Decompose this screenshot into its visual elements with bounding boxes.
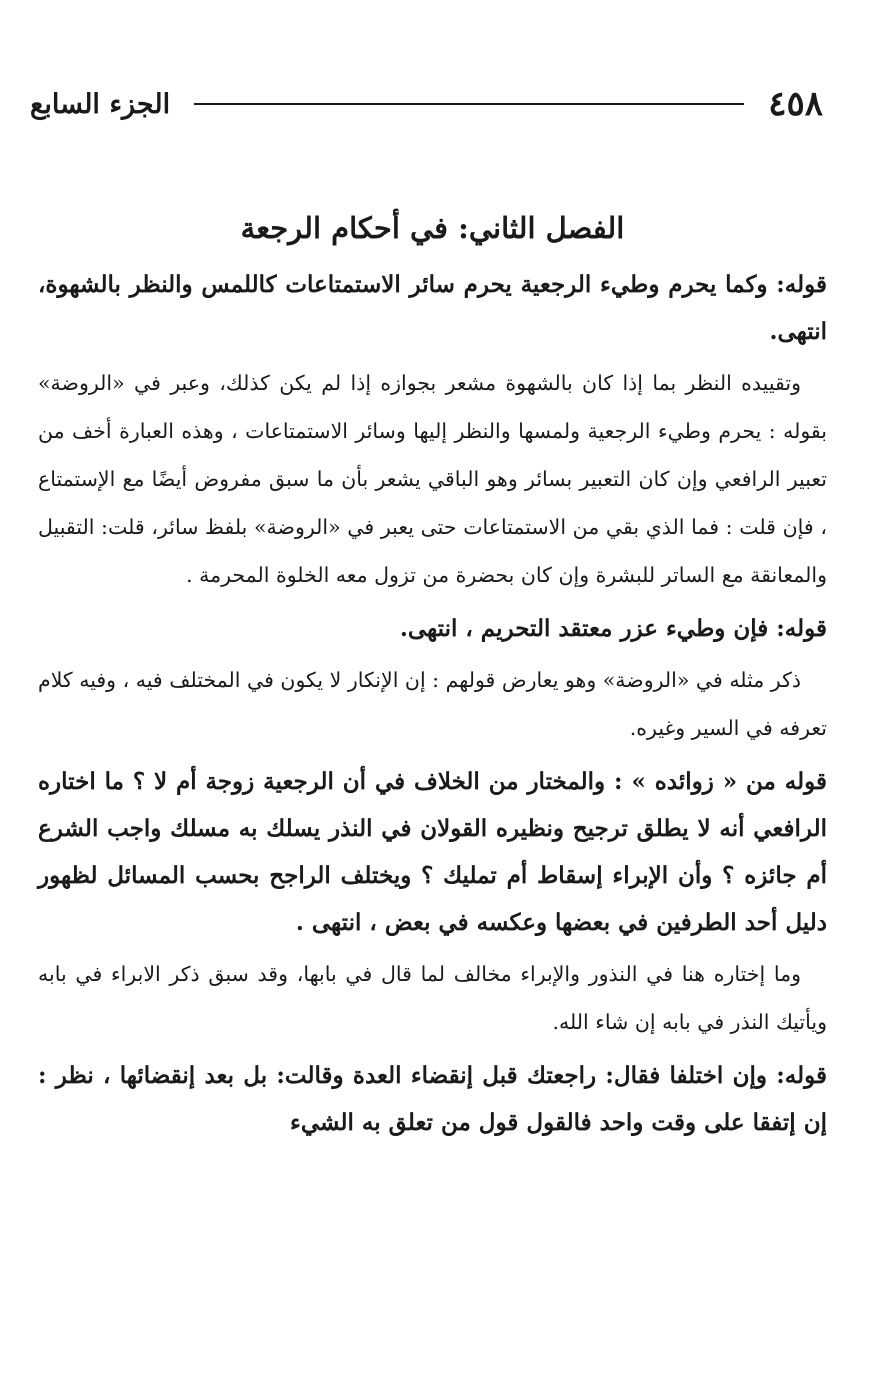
commentary-paragraph: ذكر مثله في «الروضة» وهو يعارض قولهم : إن الإنكار لا يكون في المختلف فيه ، وفيه كلام تعرفه في السير وغيره. [38,668,827,740]
running-header [30,78,823,130]
quoted-text-paragraph: قوله: فإن وطيء عزر معتقد التحريم ، انتهى. [399,615,827,642]
header-rule [194,103,744,105]
quoted-text-paragraph: قوله: وإن اختلفا فقال: راجعتك قبل إنقضاء العدة وقالت: بل بعد إنقضائها ، نظر : إن إتفقا على وقت واحد فالقول قول من تعلق به الشيء [38,1062,827,1136]
volume-title: الجزء السابع [30,88,171,120]
chapter-title: الفصل الثاني: في أحكام الرجعة [240,211,625,245]
quoted-text-paragraph: قوله من « زوائده » : والمختار من الخلاف في أن الرجعية زوجة أم لا ؟ ما اختاره الرافعي أنه لا يطلق ترجيح ونظيره القولان في النذر يسلك به مسلك واجب الشرع أم جائزه ؟ وأن الإبراء إسقاط أم تمليك ؟ ويختلف الراجح بحسب المسائل لظهور دليل أحد الطرفين في بعضها وعكسه في بعض ، انتهى . [38,768,827,936]
commentary-paragraph: وما إختاره هنا في النذور والإبراء مخالف لما قال في بابها، وقد سبق ذكر الابراء في بابه ويأتيك النذر في بابه إن شاء الله. [38,962,827,1034]
page-body [38,205,827,1150]
page-number: ٤٥٨ [768,84,823,124]
quoted-text-paragraph: قوله: وكما يحرم وطيء الرجعية يحرم سائر الاستمتاعات كاللمس والنظر بالشهوة، انتهى. [38,271,827,345]
commentary-paragraph: وتقييده النظر بما إذا كان بالشهوة مشعر بجوازه إذا لم يكن كذلك، وعبر في «الروضة» بقوله : يحرم وطيء الرجعية ولمسها والنظر إليها وسائر الاستمتاعات ، وهذه العبارة أخف من تعبير الرافعي وإن كان التعبير بسائر وهو الباقي يشعر بأن ما سبق مفروض أيضًا مع الإستمتاع ، فإن قلت : فما الذي بقي من الاستمتاعات حتى يعبر في «الروضة» بلفظ سائر، قلت: التقبيل والمعانقة مع الساتر للبشرة وإن كان بحضرة من تزول معه الخلوة المحرمة . [38,371,827,587]
